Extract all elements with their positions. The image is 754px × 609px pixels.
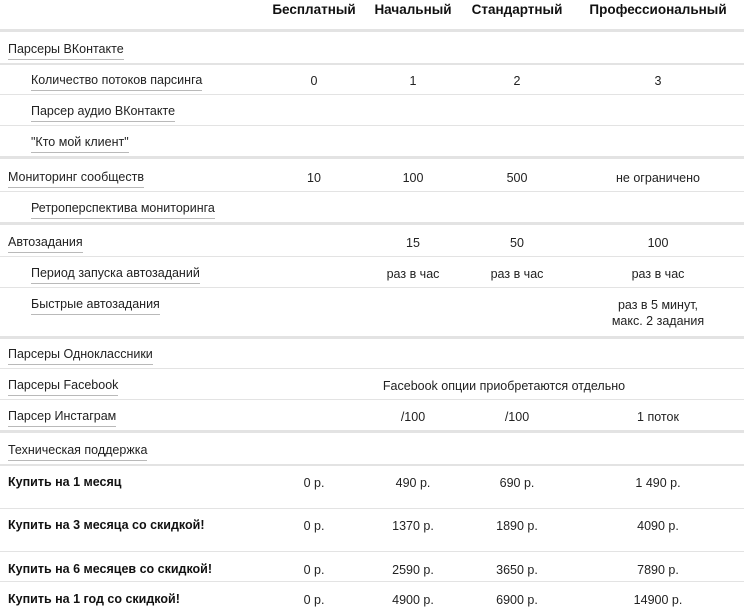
cell-buy-1-year-professional: 14900 р. xyxy=(633,593,683,607)
table-row-tech-support xyxy=(0,434,744,464)
row-divider xyxy=(0,156,744,159)
table-row-buy-3-months xyxy=(0,509,744,551)
cell-community-monitoring-starter: 100 xyxy=(402,171,424,185)
column-header-starter: Начальный xyxy=(374,2,452,17)
cell-buy-6-months-standard: 3650 р. xyxy=(496,563,538,577)
table-row-parsing-threads xyxy=(0,64,744,94)
facebook-note: Facebook опции приобретаются отдельно xyxy=(382,379,626,393)
cell-buy-3-months-free: 0 р. xyxy=(303,519,325,533)
row-divider xyxy=(0,430,744,433)
table-row-autotasks xyxy=(0,226,744,256)
row-label-who-is-my-client: "Кто мой клиент" xyxy=(31,135,129,153)
cell-buy-3-months-starter: 1370 р. xyxy=(392,519,434,533)
cell-buy-1-month-starter: 490 р. xyxy=(395,476,431,490)
row-label-autotasks: Автозадания xyxy=(8,235,83,253)
row-label-buy-1-month[interactable]: Купить на 1 месяц xyxy=(8,475,122,489)
row-label-monitoring-retrospective: Ретроперспектива мониторинга xyxy=(31,201,215,219)
row-label-buy-3-months[interactable]: Купить на 3 месяца со скидкой! xyxy=(8,518,205,532)
row-divider xyxy=(0,222,744,225)
cell-autotasks-starter: 15 xyxy=(406,236,420,250)
cell-buy-1-year-standard: 6900 р. xyxy=(496,593,538,607)
row-divider xyxy=(0,551,744,552)
cell-parsing-threads-standard: 2 xyxy=(513,74,521,88)
row-label-vk-parsers: Парсеры ВКонтакте xyxy=(8,42,124,60)
row-label-ok-parsers: Парсеры Одноклассники xyxy=(8,347,153,365)
row-label-parsing-threads: Количество потоков парсинга xyxy=(31,73,202,91)
table-header xyxy=(0,0,754,26)
cell-community-monitoring-free: 10 xyxy=(307,171,321,185)
cell-instagram-parser-standard: /100 xyxy=(504,410,530,424)
cell-buy-1-year-free: 0 р. xyxy=(303,593,325,607)
table-row-vk-parsers xyxy=(0,33,744,63)
header-divider xyxy=(0,29,744,32)
cell-buy-6-months-starter: 2590 р. xyxy=(392,563,434,577)
column-header-professional: Профессиональный xyxy=(589,2,727,17)
cell-autotask-period-professional: раз в час xyxy=(631,267,685,281)
cell-buy-1-year-starter: 4900 р. xyxy=(392,593,434,607)
column-header-standard: Стандартный xyxy=(471,2,563,17)
cell-buy-6-months-professional: 7890 р. xyxy=(637,563,679,577)
row-label-buy-6-months[interactable]: Купить на 6 месяцев со скидкой! xyxy=(8,562,213,576)
cell-buy-1-month-professional: 1 490 р. xyxy=(635,476,681,490)
row-label-vk-audio-parser: Парсер аудио ВКонтакте xyxy=(31,104,175,122)
table-row-autotask-period xyxy=(0,257,744,287)
row-divider xyxy=(0,581,744,582)
cell-autotasks-professional: 100 xyxy=(647,236,669,250)
cell-buy-6-months-free: 0 р. xyxy=(303,563,325,577)
row-label-tech-support: Техническая поддержка xyxy=(8,443,147,461)
row-label-quick-autotasks: Быстрые автозадания xyxy=(31,297,160,315)
cell-buy-3-months-standard: 1890 р. xyxy=(496,519,538,533)
cell-parsing-threads-free: 0 xyxy=(310,74,318,88)
cell-buy-1-month-free: 0 р. xyxy=(303,476,325,490)
cell-instagram-parser-starter: /100 xyxy=(400,410,426,424)
cell-instagram-parser-professional: 1 поток xyxy=(637,410,679,424)
row-label-instagram-parser: Парсер Инстаграм xyxy=(8,409,116,427)
row-label-facebook-parsers: Парсеры Facebook xyxy=(8,378,118,396)
column-header-free: Бесплатный xyxy=(272,2,356,17)
cell-autotask-period-standard: раз в час xyxy=(490,267,544,281)
table-row-buy-1-year xyxy=(0,583,744,607)
cell-autotasks-standard: 50 xyxy=(510,236,524,250)
cell-buy-1-month-standard: 690 р. xyxy=(499,476,535,490)
table-row-community-monitoring xyxy=(0,161,744,191)
cell-parsing-threads-starter: 1 xyxy=(409,74,417,88)
cell-quick-autotasks-professional: раз в 5 минут, макс. 2 задания xyxy=(611,298,705,328)
table-row-instagram-parser xyxy=(0,400,744,430)
row-label-community-monitoring: Мониторинг сообществ xyxy=(8,170,144,188)
cell-community-monitoring-standard: 500 xyxy=(506,171,528,185)
table-row-ok-parsers xyxy=(0,338,744,368)
row-label-autotask-period: Период запуска автозаданий xyxy=(31,266,200,284)
row-label-buy-1-year[interactable]: Купить на 1 год со скидкой! xyxy=(8,592,180,606)
cell-community-monitoring-professional: не ограничено xyxy=(616,171,700,185)
cell-buy-3-months-professional: 4090 р. xyxy=(637,519,679,533)
table-row-who-is-my-client xyxy=(0,126,744,156)
cell-parsing-threads-professional: 3 xyxy=(654,74,662,88)
table-row-facebook-parsers xyxy=(0,369,744,399)
table-row-monitoring-retrospective xyxy=(0,192,744,222)
table-row-buy-6-months xyxy=(0,553,744,581)
table-row-buy-1-month xyxy=(0,466,744,508)
cell-autotask-period-starter: раз в час xyxy=(386,267,440,281)
table-row-quick-autotasks xyxy=(0,288,744,336)
table-row-vk-audio-parser xyxy=(0,95,744,125)
